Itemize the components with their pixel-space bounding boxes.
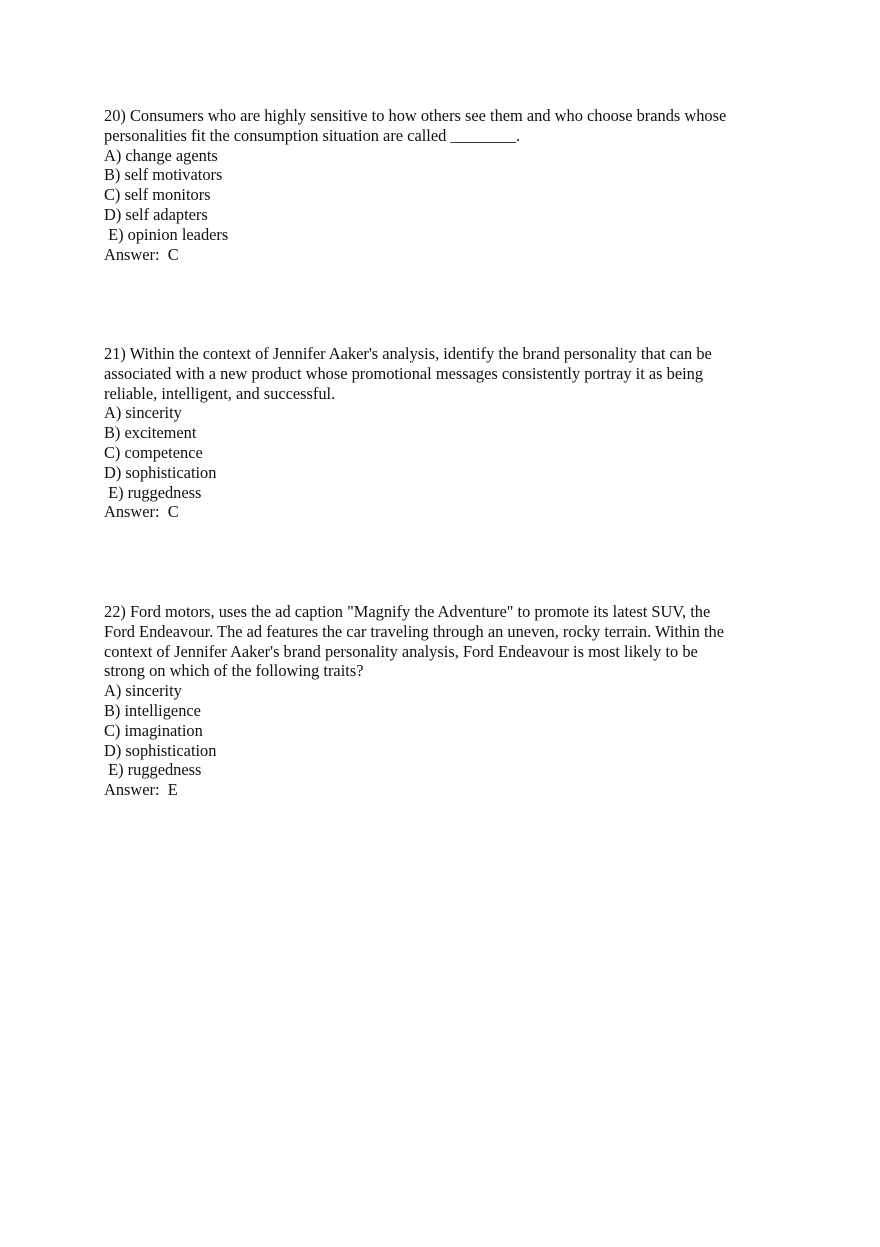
question-stem-line: personalities fit the consumption situation are called ________. (104, 125, 521, 145)
answer-option-b: B) self motivators (104, 165, 223, 185)
question-stem-line: 22) Ford motors, uses the ad caption "Magnify the Adventure" to promote its latest SUV, the (104, 602, 711, 621)
answer-key: Answer: C (104, 244, 179, 264)
question-stem-line: 21) Within the context of Jennifer Aaker's analysis, identify the brand personality that can be (104, 344, 712, 363)
answer-option-d: D) sophistication (104, 740, 217, 760)
question-stem-line: Ford Endeavour. The ad features the car traveling through an uneven, rocky terrain. Within the (104, 621, 725, 641)
answer-option-d: D) self adapters (104, 204, 208, 224)
answer-option-c: C) competence (104, 442, 203, 462)
answer-option-a: A) sincerity (104, 681, 182, 701)
answer-option-d: D) sophistication (104, 462, 217, 482)
question-stem-line: associated with a new product whose promotional messages consistently portray it as being (104, 363, 704, 383)
answer-option-b: B) intelligence (104, 700, 201, 720)
answer-option-e: E) opinion leaders (104, 224, 229, 244)
question-stem-line: context of Jennifer Aaker's brand personality analysis, Ford Endeavour is most likely to be (104, 641, 698, 661)
answer-option-e: E) ruggedness (104, 482, 202, 502)
answer-option-b: B) excitement (104, 423, 197, 443)
answer-key: Answer: C (104, 502, 179, 522)
question-stem-line: strong on which of the following traits? (104, 661, 364, 681)
question-20 (104, 106, 784, 264)
question-21 (104, 344, 784, 522)
question-stem-line: 20) Consumers who are highly sensitive to how others see them and who choose brands whose (104, 106, 727, 125)
question-22 (104, 602, 784, 800)
answer-option-a: A) change agents (104, 145, 218, 165)
answer-key: Answer: E (104, 780, 178, 800)
answer-option-c: C) self monitors (104, 185, 211, 205)
answer-option-a: A) sincerity (104, 403, 182, 423)
question-stem-line: reliable, intelligent, and successful. (104, 383, 336, 403)
answer-option-c: C) imagination (104, 720, 203, 740)
answer-option-e: E) ruggedness (104, 760, 202, 780)
